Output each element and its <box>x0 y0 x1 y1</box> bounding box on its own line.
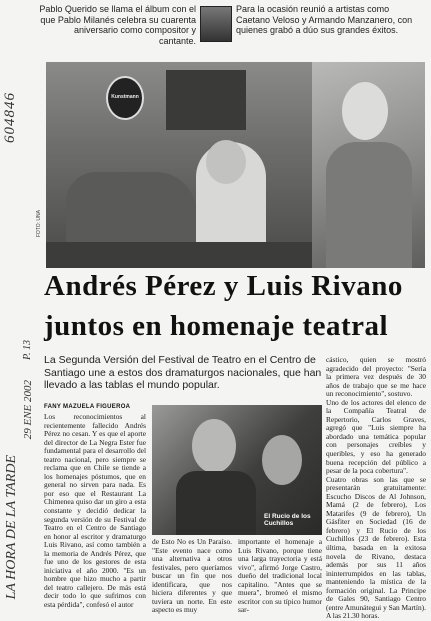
main-photo <box>46 62 312 268</box>
table-edge <box>46 242 312 268</box>
sign-text: Kunstmann <box>111 94 139 100</box>
byline: FANY MAZUELA FIGUEROA <box>44 404 131 410</box>
article-column-2: de Esto No es Un Paraíso. "Este evento nace como una alternativa a otros festivales, pero queríamos buscar un fin que nos identificara, que nos hiciera diferentes y que tuviera un norte. En este aspecto es muy <box>152 537 232 615</box>
headline-line1: Andrés Pérez y Luis Rivano <box>44 270 403 302</box>
headline-line2: juntos en homenaje teatral <box>44 310 389 342</box>
article-column-1: Los reconocimientos al recientemente fallecido Andrés Pérez no cesan. Y es que el aporte del director de La Negra Ester fue fundamental para el desarrollo del teatro nacional, pero siempre se reclama que en Chile se tiende a los homenajes póstumos, que en general no sirven para nada. Es por eso que el Restaurant La Chimenea quiso dar un giro a esta constante y decidió dedicar la segunda versión de su Festival de Teatro en el Centro de Santiago en honor al escritor y dramaturgo Luis Rivano, así como también a la memoria de Andrés Pérez, que fue uno de los gestores de esta iniciativa el año 2000. "Es un hombre que hizo mucho a partir del teatro callejero. De más está decir todo lo que sufrimos con esta pérdida", confesó el autor <box>44 412 146 610</box>
person-head <box>206 140 246 184</box>
vertical-source: LA HORA DE LA TARDE <box>4 455 19 600</box>
photo-credit: FOTO: UNA <box>36 210 42 238</box>
play-photo <box>152 405 322 535</box>
top-right-blurb: Para la ocasión reunió a artistas como Caetano Veloso y Armando Manzanero, con quienes grabó a dúo sus grandes éxitos. <box>236 4 413 35</box>
side-photo <box>312 62 425 268</box>
article-column-3: importante el homenaje a Luis Rivano, porque tiene una larga trayectoria y está vivo", afirmó Jorge Castro, dueño del tradicional local capitalino. "Antes que se muera", bromeó el mismo escritor con su típico humor sar- <box>238 537 322 615</box>
photo-window <box>166 70 246 130</box>
actor-left-body <box>176 471 256 535</box>
side-person-head <box>342 82 388 140</box>
article-column-4: cástico, quien se mostró agradecido del proyecto: "Sería la primera vez después de 30 años de trabajo que se me hace un reconocimiento", sostuvo. Uno de los actores del elenco de la Compañía Teatral de Repertorio, Carlos Graves, agregó que "Luis siempre ha abordado una temática popular con personajes creíbles y queribles, y eso ha generado buena recepción del público a pesar de la poca cobertura". Cuatro obras son las que se presentarán gratuitamente: Escucho Discos de Al Johnson, Mamá (2 de febrero), Los Matarifes (9 de febrero), Un Gásfiter en Sociedad (16 de febrero) y El Rucio de los Cuchillos (23 de febrero). Esta última, basada en la exitosa novela de Rivano, destaca además por sus 11 años ininterrumpidos en las tablas, manteniendo la mística de la formación original. La Principe de Gales 90, Santiago Centro (entre Amunátegui y San Martín). A las 21.30 horas. <box>326 355 426 621</box>
vertical-date: 29 ENE 2002 <box>22 380 34 440</box>
side-person-body <box>326 142 412 268</box>
album-thumbnail <box>200 6 232 42</box>
handwritten-number: 604846 <box>2 92 18 143</box>
beer-sign-logo <box>106 76 144 120</box>
photo-caption: El Rucio de los Cuchillos <box>264 513 311 527</box>
crowd-shape <box>66 172 196 252</box>
lede: La Segunda Versión del Festival de Teatro en el Centro de Santiago une a estos dos dramaturgos nacionales, que han llevado a las tablas el mundo popular. <box>44 354 322 391</box>
actor-right <box>262 435 302 485</box>
vertical-page: P. 13 <box>22 340 33 360</box>
actor-left <box>192 419 236 473</box>
top-left-blurb: Pablo Querido se llama el álbum con el que Pablo Milanés celebra su cuarenta aniversario como compositor y cantante. <box>39 4 196 46</box>
